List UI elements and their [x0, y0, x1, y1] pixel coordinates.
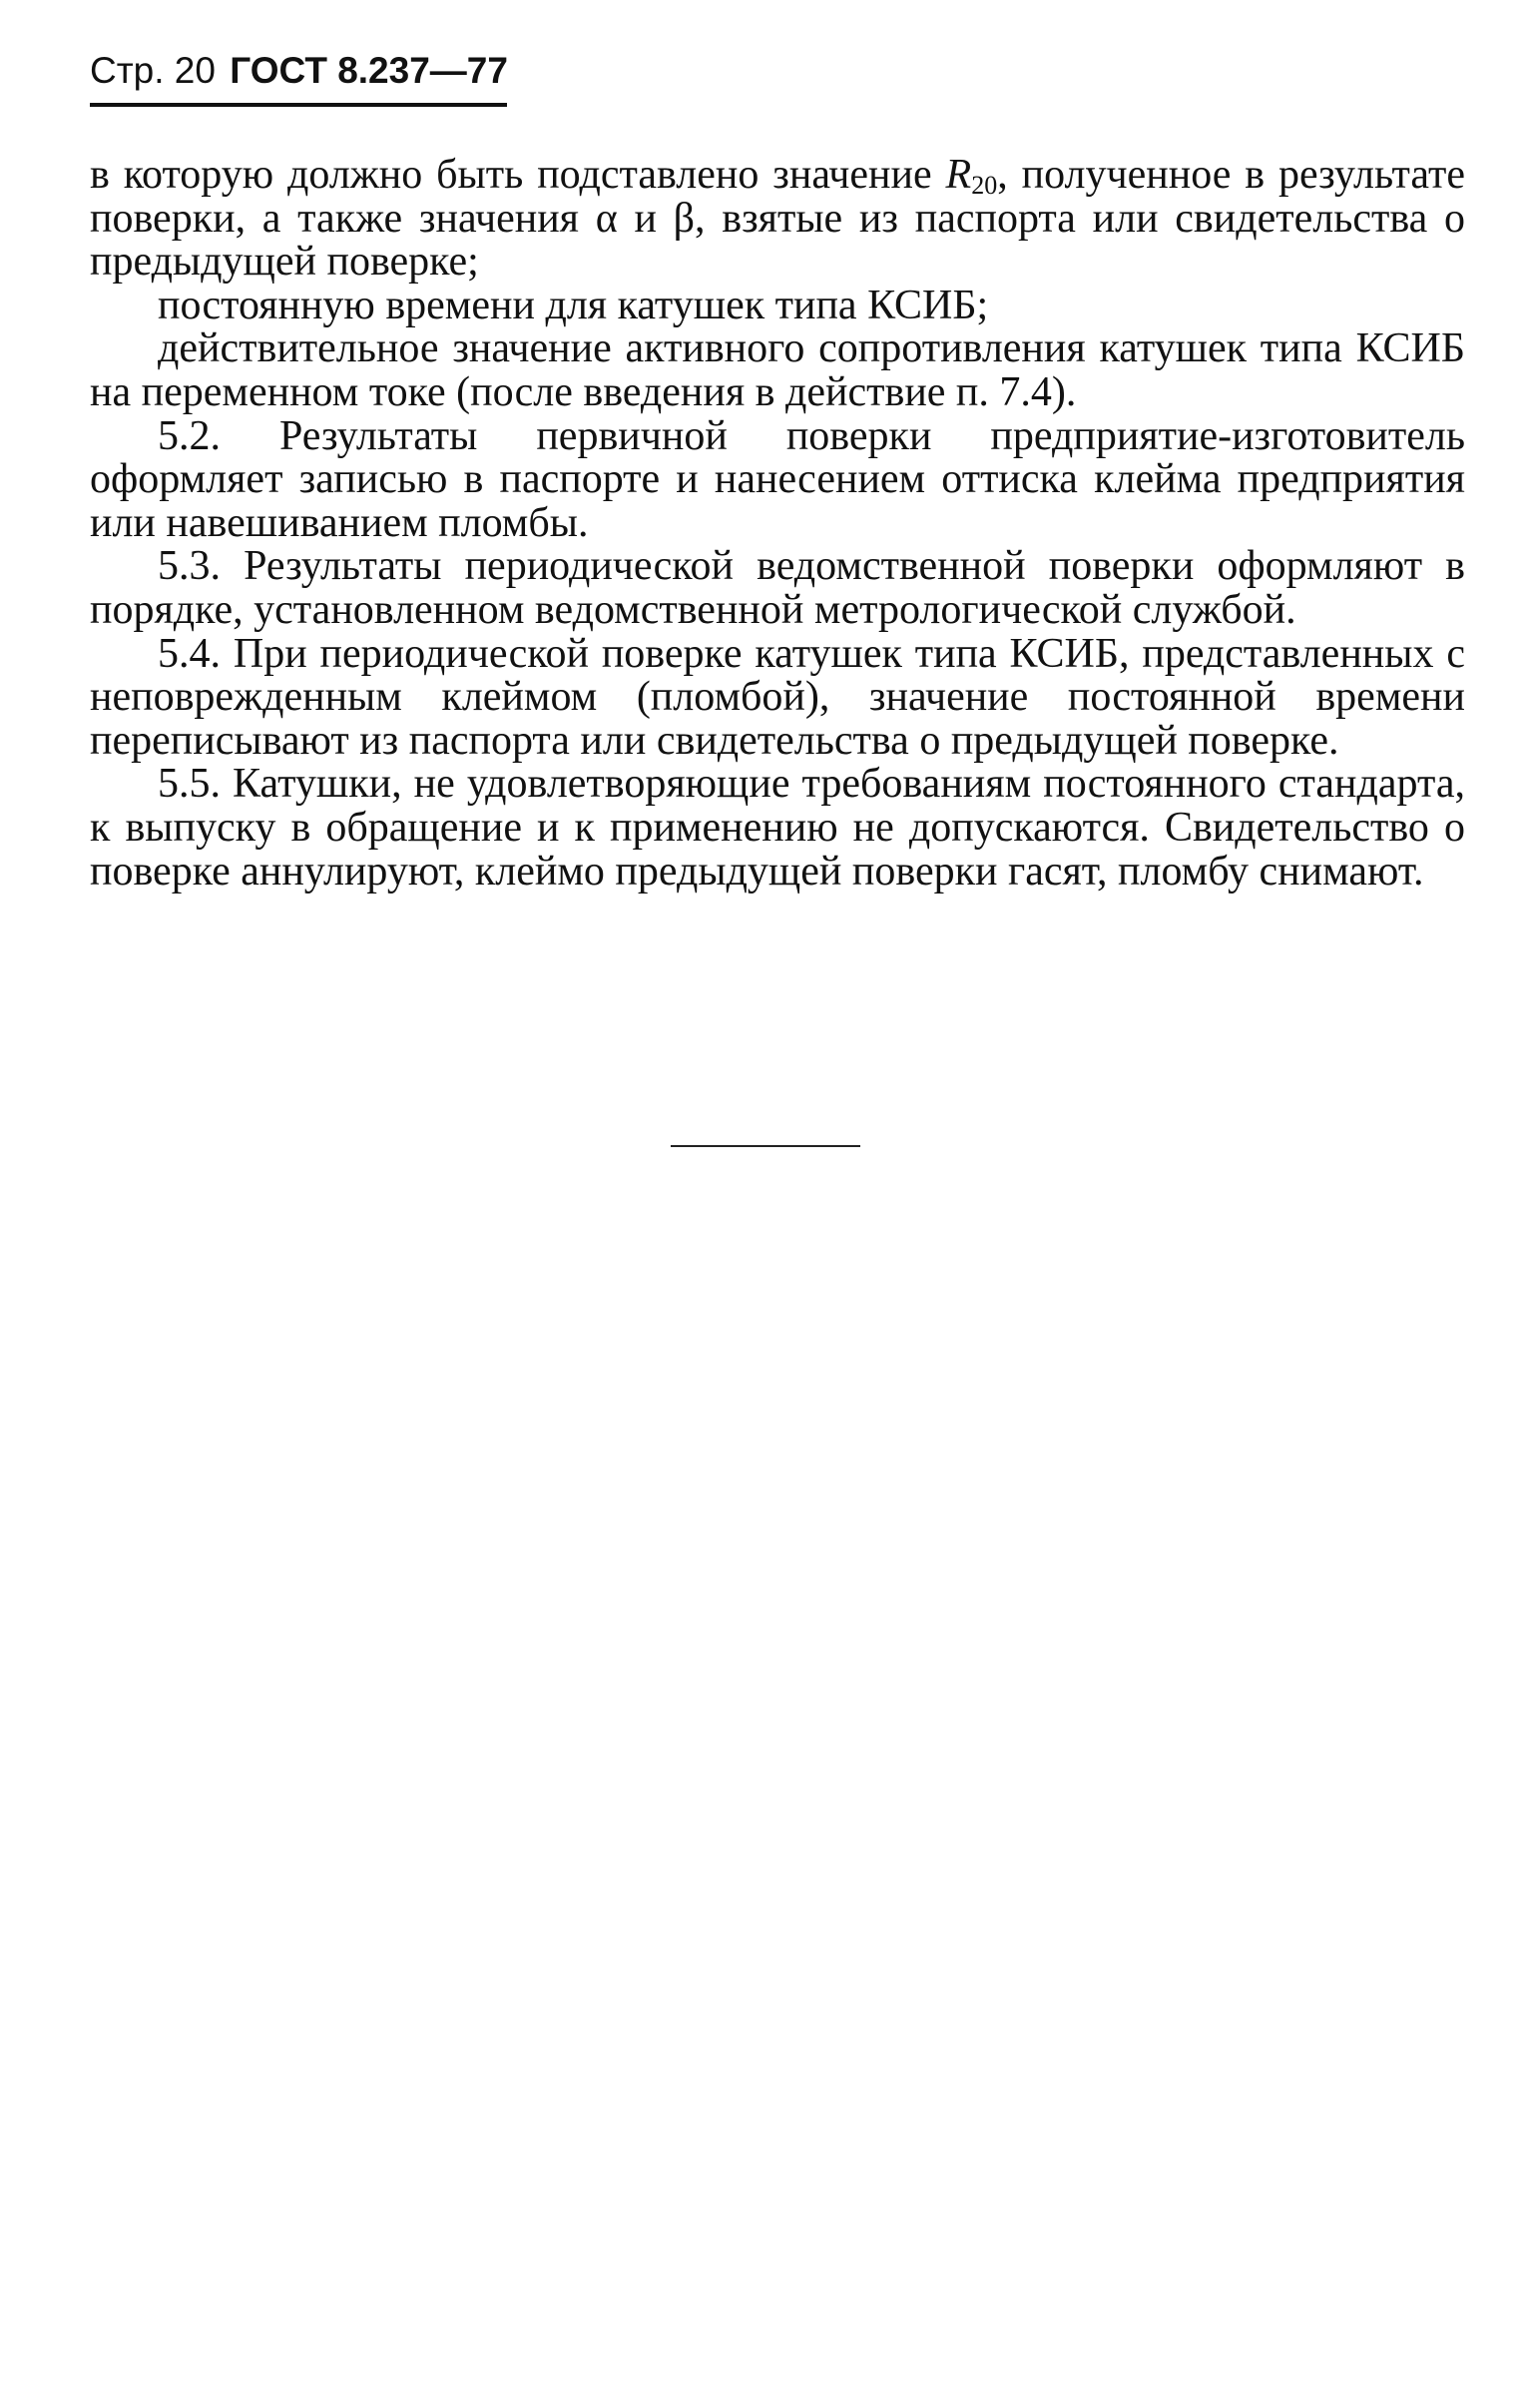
paragraph-ac-resistance: действительное значение активного сопротивления катушек типа КСИБ на переменном токе (после введения в действие п. 7.4). [90, 325, 1465, 415]
clause-5-5: 5.5. Катушки, не удовлетворяющие требованиям постоянного стандарта, к выпуску в обращение и к применению не допускаются. Свидетельство о поверке аннулируют, клеймо предыдущей поверки гасят, пломбу снимают. [90, 761, 1465, 895]
header-underline [90, 103, 507, 107]
paragraph-text: в которую должно быть подставлено значение [90, 152, 946, 198]
document-body [90, 154, 1465, 894]
section-end-divider [671, 1145, 860, 1147]
paragraph-formula-continuation [90, 154, 1465, 285]
paragraph-text: , полученное в результате поверки, а также значения α и β, взятые из паспорта или свидетельства о предыдущей поверке; [90, 152, 1465, 286]
clause-5-4: 5.4. При периодической поверке катушек типа КСИБ, представленных с неповрежденным клеймом (пломбой), значение постоянной времени переписывают из паспорта или свидетельства о предыдущей поверке. [90, 630, 1465, 764]
clause-5-3: 5.3. Результаты периодической ведомственной поверки оформляют в порядке, установленном ведомственной метрологической службой. [90, 543, 1465, 633]
page-number: Стр. 20 [90, 50, 216, 91]
resistance-symbol: R [945, 152, 972, 198]
page-header [90, 46, 507, 96]
paragraph-time-constant: постоянную времени для катушек типа КСИБ; [158, 282, 989, 328]
resistance-subscript: 20 [971, 171, 998, 200]
clause-5-2: 5.2. Результаты первичной поверки предприятие-изготовитель оформляет записью в паспорте и нанесением оттиска клейма предприятия или навешиванием пломбы. [90, 412, 1465, 546]
standard-code: ГОСТ 8.237—77 [230, 50, 508, 91]
